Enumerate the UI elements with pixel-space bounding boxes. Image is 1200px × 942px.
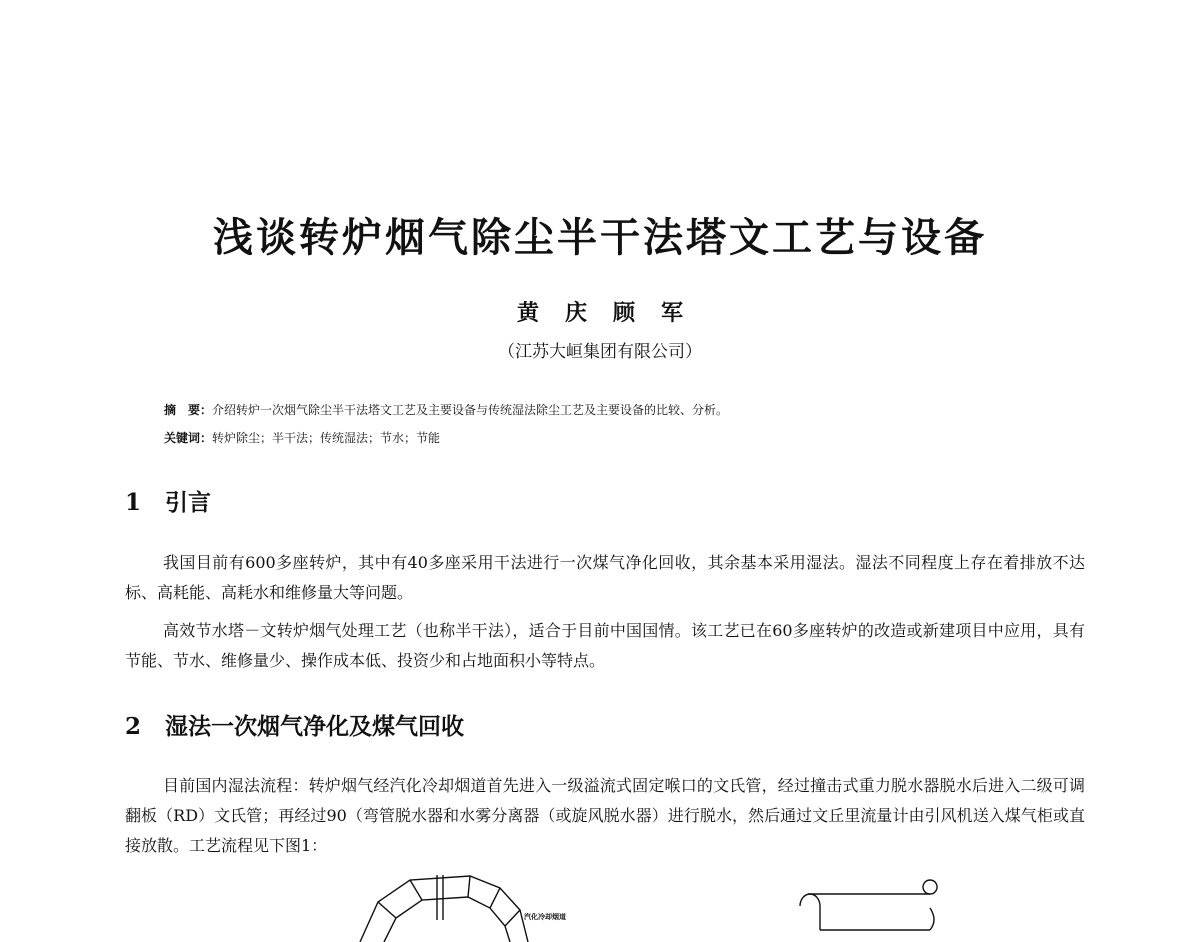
keywords xyxy=(164,430,440,446)
abstract xyxy=(164,402,728,418)
process-flow-figure xyxy=(0,870,1200,942)
scroll-drawing xyxy=(800,880,937,930)
paper-title: 浅谈转炉烟气除尘半干法塔文工艺与设备 xyxy=(213,215,987,261)
abstract-label: 摘 要： xyxy=(164,403,213,417)
paragraph-intro-2: 高效节水塔－文转炉烟气处理工艺（也称半干法），适合于目前中国国情。该工艺已在60多座转炉的改造或新建项目中应用，具有节能、节水、维修量少、操作成本低、投资少和占地面积小等特点。 xyxy=(125,621,1085,670)
section-title: 引言 xyxy=(165,490,211,516)
affiliation: （江苏大峘集团有限公司） xyxy=(498,342,702,362)
section-title: 湿法一次烟气净化及煤气回收 xyxy=(165,714,464,740)
authors: 黄庆顾军 xyxy=(516,300,709,326)
cooling-flue-drawing xyxy=(360,875,528,942)
paragraph-intro-1: 我国目前有600多座转炉，其中有40多座采用干法进行一次煤气净化回收，其余基本采用湿法。湿法不同程度上存在着排放不达标、高耗能、高耗水和维修量大等问题。 xyxy=(125,553,1085,602)
figure-label: 汽化冷却烟道 xyxy=(524,913,566,921)
section-heading-intro xyxy=(125,484,211,517)
keywords-text: 转炉除尘；半干法；传统湿法；节水；节能 xyxy=(212,431,441,445)
section-number: 2 xyxy=(125,713,142,740)
section-heading-wet-process xyxy=(125,708,464,741)
abstract-text: 介绍转炉一次烟气除尘半干法塔文工艺及主要设备与传统湿法除尘工艺及主要设备的比较、分析。 xyxy=(212,403,729,417)
keywords-label: 关键词： xyxy=(164,431,213,445)
section-number: 1 xyxy=(125,489,142,516)
paragraph-wet-process: 目前国内湿法流程：转炉烟气经汽化冷却烟道首先进入一级溢流式固定喉口的文氏管，经过撞击式重力脱水器脱水后进入二级可调翻板（RD）文氏管；再经过90（弯管脱水器和水雾分离器（或旋风脱水器）进行脱水，然后通过文丘里流量计由引风机送入煤气柜或直接放散。工艺流程见下图1： xyxy=(125,776,1085,855)
